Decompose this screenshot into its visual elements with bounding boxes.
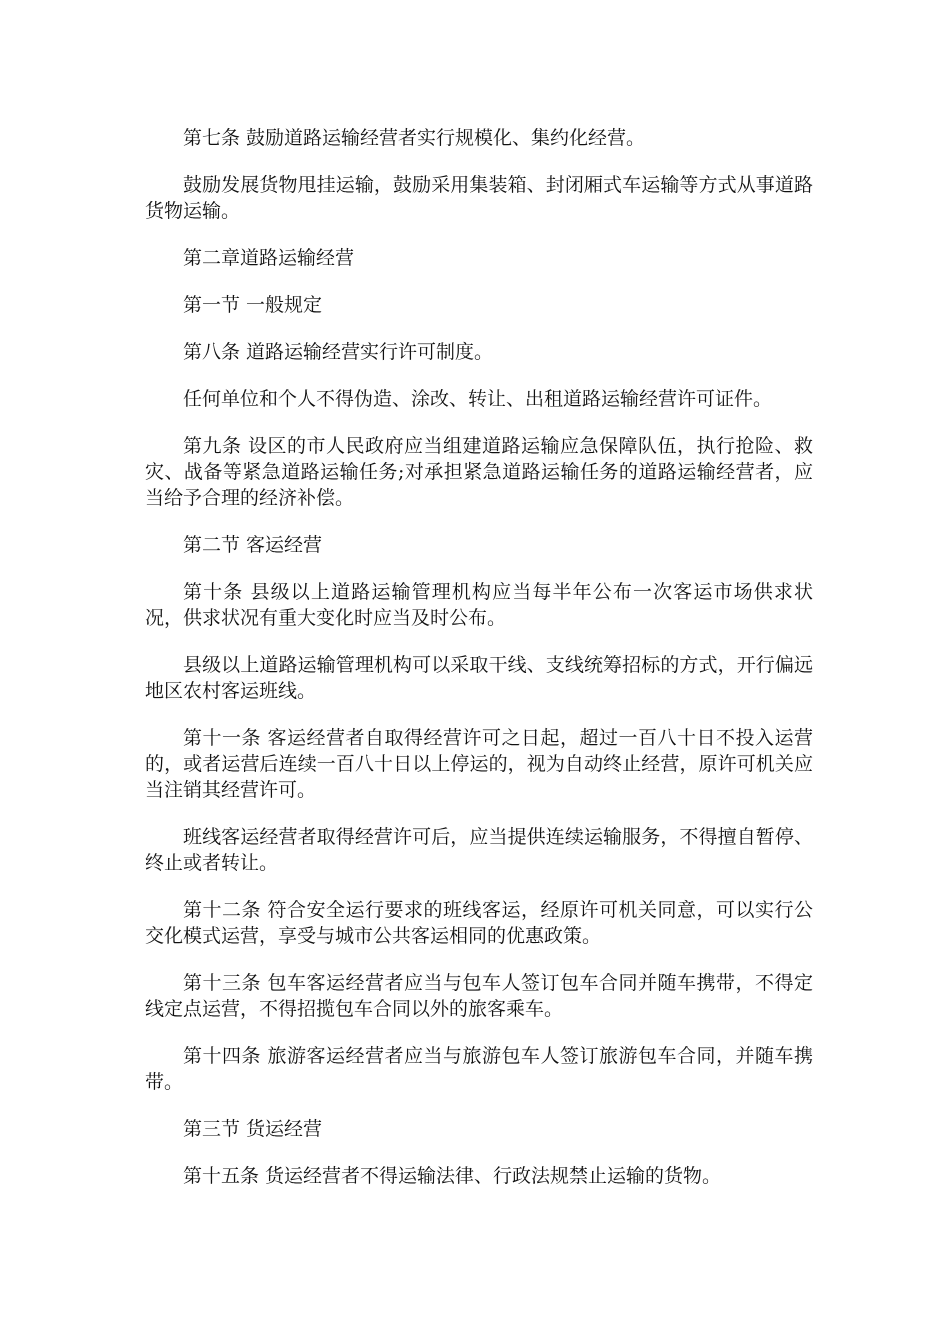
document-body: [145, 125, 813, 1210]
chapter-2-heading: 第二章道路运输经营: [183, 247, 355, 269]
article-15-paragraph: 第十五条 货运经营者不得运输法律、行政法规禁止运输的货物。: [183, 1165, 722, 1187]
article-13-paragraph: 第十三条 包车客运经营者应当与包车人签订包车合同并随车携带，不得定线定点运营，不得招揽包车合同以外的旅客乘车。: [145, 972, 813, 1020]
article-11-clause-2-paragraph: 班线客运经营者取得经营许可后，应当提供连续运输服务，不得擅自暂停、终止或者转让。: [145, 826, 813, 874]
article-9-paragraph: 第九条 设区的市人民政府应当组建道路运输应急保障队伍，执行抢险、救灾、战备等紧急道路运输任务;对承担紧急道路运输任务的道路运输经营者，应当给予合理的经济补偿。: [145, 435, 813, 509]
article-10-clause-2-paragraph: 县级以上道路运输管理机构可以采取干线、支线统筹招标的方式，开行偏远地区农村客运班线。: [145, 654, 813, 702]
article-7-paragraph: 第七条 鼓励道路运输经营者实行规模化、集约化经营。: [183, 127, 646, 149]
article-12-paragraph: 第十二条 符合安全运行要求的班线客运，经原许可机关同意，可以实行公交化模式运营，享受与城市公共客运相同的优惠政策。: [145, 899, 813, 947]
section-3-heading: 第三节 货运经营: [183, 1118, 323, 1140]
article-8-clause-2-paragraph: 任何单位和个人不得伪造、涂改、转让、出租道路运输经营许可证件。: [183, 388, 773, 410]
article-8-paragraph: 第八条 道路运输经营实行许可制度。: [183, 341, 494, 363]
article-7-clause-2-paragraph: 鼓励发展货物甩挂运输，鼓励采用集装箱、封闭厢式车运输等方式从事道路货物运输。: [145, 174, 813, 222]
article-14-paragraph: 第十四条 旅游客运经营者应当与旅游包车人签订旅游包车合同，并随车携带。: [145, 1045, 813, 1093]
section-2-heading: 第二节 客运经营: [183, 534, 323, 556]
article-11-paragraph: 第十一条 客运经营者自取得经营许可之日起，超过一百八十日不投入运营的，或者运营后连续一百八十日以上停运的，视为自动终止经营，原许可机关应当注销其经营许可。: [145, 727, 813, 801]
section-1-heading: 第一节 一般规定: [183, 294, 323, 316]
article-10-paragraph: 第十条 县级以上道路运输管理机构应当每半年公布一次客运市场供求状况，供求状况有重大变化时应当及时公布。: [145, 581, 813, 629]
